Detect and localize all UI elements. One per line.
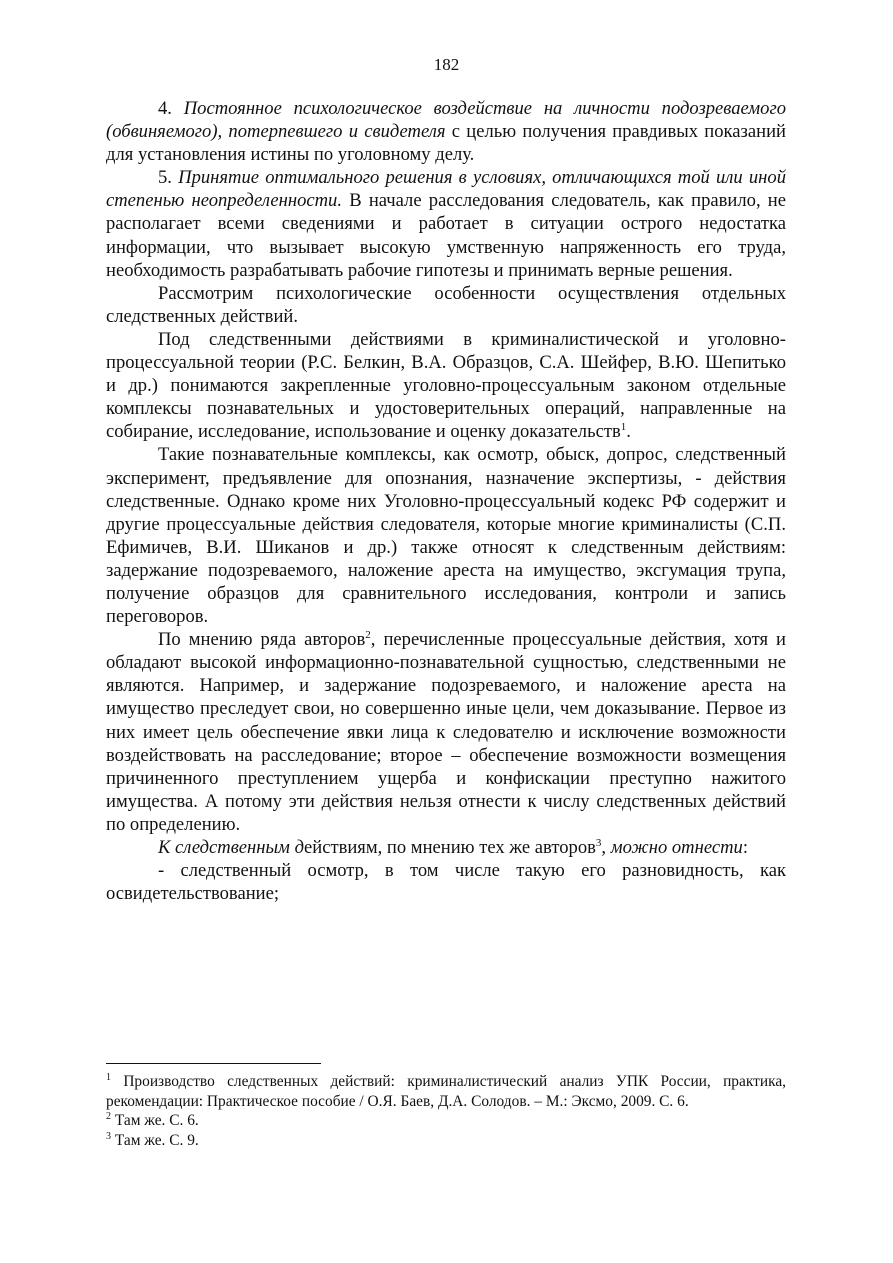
footnote-number: 3 [106,1130,111,1142]
footnote-ref[interactable]: 1 [620,421,627,434]
paragraph-opinion [106,628,786,836]
paragraph-text: , перечисленные процессуальные действия, хотя и обладают высокой информационно-познавательной сущностью, следственными не являются. Например, и задержание подозреваемого, и наложение ареста на имущество преследует свои, но совершенно иные цели, чем доказывание. Первое из них имеет цель обеспечение явки лица к следователю и исключение возможности воздействовать на расследование; второе – обеспечение возможности возмещения причиненного преступлением ущерба и конфискации преступно нажитого имущества. А потому эти действия нельзя отнести к числу следственных действий по определению. [106,629,786,835]
footnote-text: Там же. С. 9. [111,1131,199,1149]
footnote [106,1072,786,1111]
paragraph-text: с целью получения правдивых показаний для установления истины по уголовному делу. [106,121,786,166]
paragraph-end: : [742,837,748,858]
paragraph-end: . [626,421,631,443]
paragraph-complexes: Такие познавательные комплексы, как осмотр, обыск, допрос, следственный эксперимент, предъявление для опознания, назначение экспертизы, - действия следственные. Однако кроме них Уголовно-процессуальный кодекс РФ содержит и другие процессуальные действия следователя, которые многие криминалисты (С.П. Ефимичев, В.И. Шиканов и др.) также относят к следственным действиям: задержание подозреваемого, наложение ареста на имущество, эксгумация трупа, получение образцов для сравнительного исследования, контроли и запись переговоров. [106,444,786,628]
paragraph-definition [106,328,786,443]
footnote [106,1111,786,1131]
footnote-ref[interactable]: 3 [595,836,602,849]
italic-phrase: К следственным д [158,837,304,858]
paragraph-5 [106,166,786,281]
footnote-number: 1 [106,1071,111,1083]
comma: , [601,837,611,858]
footnote-ref[interactable]: 2 [365,628,371,641]
paragraph-4 [106,97,786,166]
paragraph-text: По мнению ряда авторов [158,629,366,651]
page-number: 182 [433,55,460,74]
italic-heading: Постоянное психологическое воздействие на личности подозреваемого (обвиняемого), потерпевшего и свидетеля [106,98,786,143]
footnote-text: Производство следственных действий: криминалистический анализ УПК России, практика, рекомендации: Практическое пособие / О.Я. Баев, Д.А. Солодов. – М.: Эксмо, 2009. С. 6. [106,1073,786,1110]
paragraph-intro: Рассмотрим психологические особенности осуществления отдельных следственных действий. [106,282,786,327]
footnote-divider [106,1063,321,1064]
paragraph-text: ействиям, по мнению тех же авторов [303,837,596,858]
item-number: 5. [158,167,179,189]
footnote-number: 2 [106,1110,111,1122]
italic-heading: Принятие оптимального решения в условиях, отличающихся той или иной степенью неопределенности. [106,167,786,212]
footnotes [106,1072,786,1150]
body-text [106,97,786,905]
footnote-text: Там же. С. 6. [111,1112,199,1129]
italic-phrase: можно отнести [610,837,743,858]
paragraph-list-intro [106,836,786,859]
list-item: - следственный осмотр, в том числе такую его разновидность, как освидетельствование; [106,860,786,905]
item-number: 4. [158,98,184,119]
paragraph-text: В начале расследования следователь, как правило, не располагает всеми сведениями и работает в ситуации острого недостатка информации, что вызывает высокую умственную напряженность его труда, необходимость разрабатывать рабочие гипотезы и принимать верные решения. [106,190,786,281]
footnote [106,1131,786,1151]
paragraph-text: Под следственными действиями в криминалистической и уголовно-процессуальной теории (Р.С. Белкин, В.А. Образцов, С.А. Шейфер, В.Ю. Шепитько и др.) понимаются закрепленные уголовно-процессуальным законом отдельные комплексы познавательных и удостоверительных операций, направленные на собирание, исследование, использование и оценку доказательств [106,328,786,443]
